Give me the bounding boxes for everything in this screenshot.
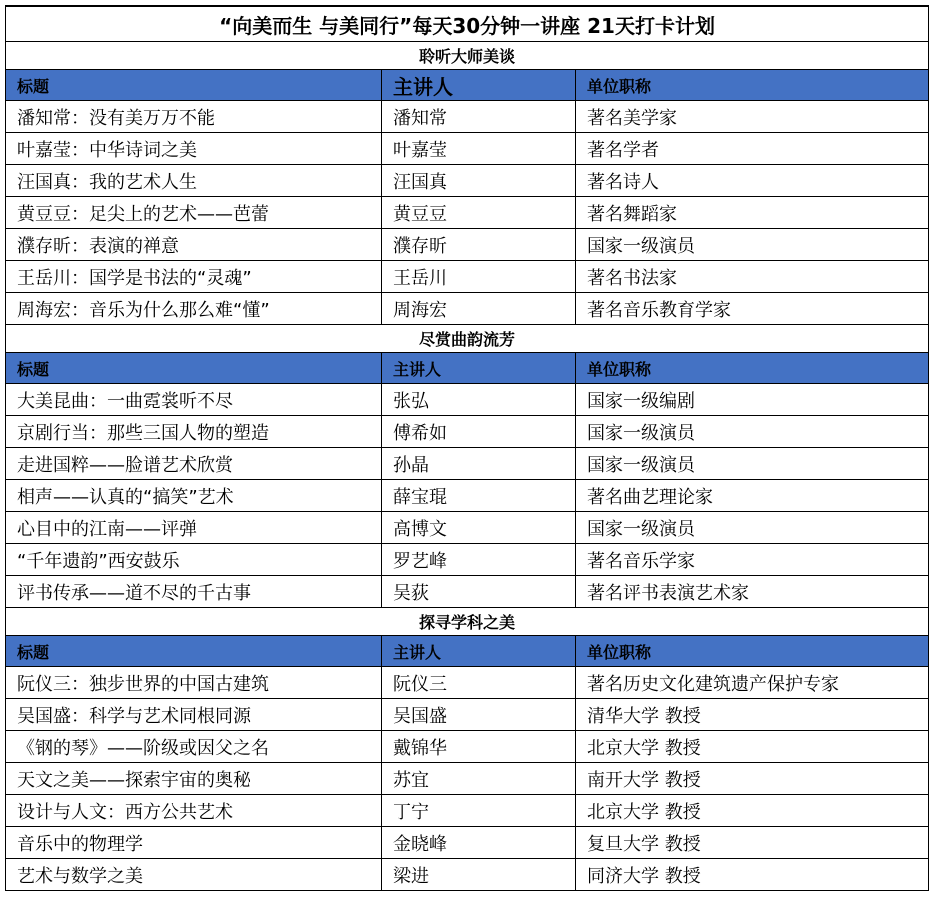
column-header-affiliation: 单位职称 bbox=[576, 353, 929, 384]
lecture-title-cell: 音乐中的物理学 bbox=[6, 827, 382, 859]
affiliation-cell: 著名美学家 bbox=[576, 101, 929, 133]
lecture-title-cell: 《钢的琴》——阶级或因父之名 bbox=[6, 731, 382, 763]
affiliation-cell: 北京大学 教授 bbox=[576, 731, 929, 763]
section-title: 探寻学科之美 bbox=[6, 608, 929, 636]
affiliation-cell: 著名音乐教育学家 bbox=[576, 293, 929, 325]
speaker-cell: 潘知常 bbox=[382, 101, 576, 133]
lecture-title-cell: 阮仪三：独步世界的中国古建筑 bbox=[6, 667, 382, 699]
table-row bbox=[6, 261, 929, 293]
table-row bbox=[6, 384, 929, 416]
affiliation-cell: 国家一级演员 bbox=[576, 448, 929, 480]
table-row bbox=[6, 293, 929, 325]
lecture-title-cell: 濮存昕：表演的禅意 bbox=[6, 229, 382, 261]
table-row bbox=[6, 827, 929, 859]
affiliation-cell: 著名学者 bbox=[576, 133, 929, 165]
lecture-title-cell: 吴国盛：科学与艺术同根同源 bbox=[6, 699, 382, 731]
affiliation-cell: 复旦大学 教授 bbox=[576, 827, 929, 859]
affiliation-cell: 国家一级演员 bbox=[576, 229, 929, 261]
speaker-cell: 黄豆豆 bbox=[382, 197, 576, 229]
affiliation-cell: 南开大学 教授 bbox=[576, 763, 929, 795]
table-row bbox=[6, 480, 929, 512]
speaker-cell: 苏宜 bbox=[382, 763, 576, 795]
speaker-cell: 高博文 bbox=[382, 512, 576, 544]
table-row bbox=[6, 576, 929, 608]
lecture-title-cell: 走进国粹——脸谱艺术欣赏 bbox=[6, 448, 382, 480]
table-row bbox=[6, 512, 929, 544]
speaker-cell: 叶嘉莹 bbox=[382, 133, 576, 165]
affiliation-cell: 北京大学 教授 bbox=[576, 795, 929, 827]
speaker-cell: 吴荻 bbox=[382, 576, 576, 608]
affiliation-cell: 国家一级演员 bbox=[576, 512, 929, 544]
column-header-title: 标题 bbox=[6, 353, 382, 384]
speaker-cell: 罗艺峰 bbox=[382, 544, 576, 576]
lecture-title-cell: 京剧行当：那些三国人物的塑造 bbox=[6, 416, 382, 448]
lecture-title-cell: 潘知常：没有美万万不能 bbox=[6, 101, 382, 133]
section-row bbox=[6, 42, 929, 70]
speaker-cell: 周海宏 bbox=[382, 293, 576, 325]
speaker-cell: 梁进 bbox=[382, 859, 576, 891]
section-title: 聆听大师美谈 bbox=[6, 42, 929, 70]
affiliation-cell: 著名书法家 bbox=[576, 261, 929, 293]
affiliation-cell: 著名历史文化建筑遗产保护专家 bbox=[576, 667, 929, 699]
column-header-affiliation: 单位职称 bbox=[576, 636, 929, 667]
lecture-title-cell: 黄豆豆：足尖上的艺术——芭蕾 bbox=[6, 197, 382, 229]
affiliation-cell: 同济大学 教授 bbox=[576, 859, 929, 891]
lecture-title-cell: 大美昆曲：一曲霓裳听不尽 bbox=[6, 384, 382, 416]
header-row bbox=[6, 70, 929, 101]
table-row bbox=[6, 731, 929, 763]
lecture-title-cell: “千年遗韵”西安鼓乐 bbox=[6, 544, 382, 576]
column-header-affiliation: 单位职称 bbox=[576, 70, 929, 101]
lecture-title-cell: 王岳川：国学是书法的“灵魂” bbox=[6, 261, 382, 293]
speaker-cell: 金晓峰 bbox=[382, 827, 576, 859]
section-row bbox=[6, 608, 929, 636]
schedule-sheet bbox=[5, 5, 928, 891]
affiliation-cell: 著名评书表演艺术家 bbox=[576, 576, 929, 608]
lecture-title-cell: 艺术与数学之美 bbox=[6, 859, 382, 891]
affiliation-cell: 国家一级演员 bbox=[576, 416, 929, 448]
table-row bbox=[6, 795, 929, 827]
schedule-table bbox=[5, 5, 929, 891]
speaker-cell: 濮存昕 bbox=[382, 229, 576, 261]
page-title: “向美而生 与美同行”每天30分钟一讲座 21天打卡计划 bbox=[6, 6, 929, 42]
speaker-cell: 薛宝琨 bbox=[382, 480, 576, 512]
speaker-cell: 丁宁 bbox=[382, 795, 576, 827]
table-row bbox=[6, 667, 929, 699]
lecture-title-cell: 评书传承——道不尽的千古事 bbox=[6, 576, 382, 608]
title-row bbox=[6, 6, 929, 42]
affiliation-cell: 著名曲艺理论家 bbox=[576, 480, 929, 512]
lecture-title-cell: 天文之美——探索宇宙的奥秘 bbox=[6, 763, 382, 795]
table-row bbox=[6, 133, 929, 165]
column-header-speaker: 主讲人 bbox=[382, 353, 576, 384]
column-header-title: 标题 bbox=[6, 636, 382, 667]
speaker-cell: 吴国盛 bbox=[382, 699, 576, 731]
column-header-title: 标题 bbox=[6, 70, 382, 101]
affiliation-cell: 著名诗人 bbox=[576, 165, 929, 197]
section-row bbox=[6, 325, 929, 353]
column-header-speaker: 主讲人 bbox=[382, 636, 576, 667]
table-row bbox=[6, 197, 929, 229]
table-row bbox=[6, 859, 929, 891]
table-row bbox=[6, 544, 929, 576]
header-row bbox=[6, 353, 929, 384]
lecture-title-cell: 汪国真：我的艺术人生 bbox=[6, 165, 382, 197]
affiliation-cell: 清华大学 教授 bbox=[576, 699, 929, 731]
lecture-title-cell: 叶嘉莹：中华诗词之美 bbox=[6, 133, 382, 165]
table-row bbox=[6, 448, 929, 480]
table-row bbox=[6, 101, 929, 133]
affiliation-cell: 著名舞蹈家 bbox=[576, 197, 929, 229]
speaker-cell: 戴锦华 bbox=[382, 731, 576, 763]
affiliation-cell: 著名音乐学家 bbox=[576, 544, 929, 576]
header-row bbox=[6, 636, 929, 667]
section-title: 尽赏曲韵流芳 bbox=[6, 325, 929, 353]
table-row bbox=[6, 165, 929, 197]
lecture-title-cell: 设计与人文：西方公共艺术 bbox=[6, 795, 382, 827]
speaker-cell: 汪国真 bbox=[382, 165, 576, 197]
column-header-speaker: 主讲人 bbox=[382, 70, 576, 101]
table-row bbox=[6, 763, 929, 795]
speaker-cell: 王岳川 bbox=[382, 261, 576, 293]
table-row bbox=[6, 699, 929, 731]
table-row bbox=[6, 416, 929, 448]
speaker-cell: 傅希如 bbox=[382, 416, 576, 448]
table-row bbox=[6, 229, 929, 261]
lecture-title-cell: 相声——认真的“搞笑”艺术 bbox=[6, 480, 382, 512]
speaker-cell: 阮仪三 bbox=[382, 667, 576, 699]
lecture-title-cell: 心目中的江南——评弹 bbox=[6, 512, 382, 544]
lecture-title-cell: 周海宏：音乐为什么那么难“懂” bbox=[6, 293, 382, 325]
speaker-cell: 孙晶 bbox=[382, 448, 576, 480]
affiliation-cell: 国家一级编剧 bbox=[576, 384, 929, 416]
speaker-cell: 张弘 bbox=[382, 384, 576, 416]
